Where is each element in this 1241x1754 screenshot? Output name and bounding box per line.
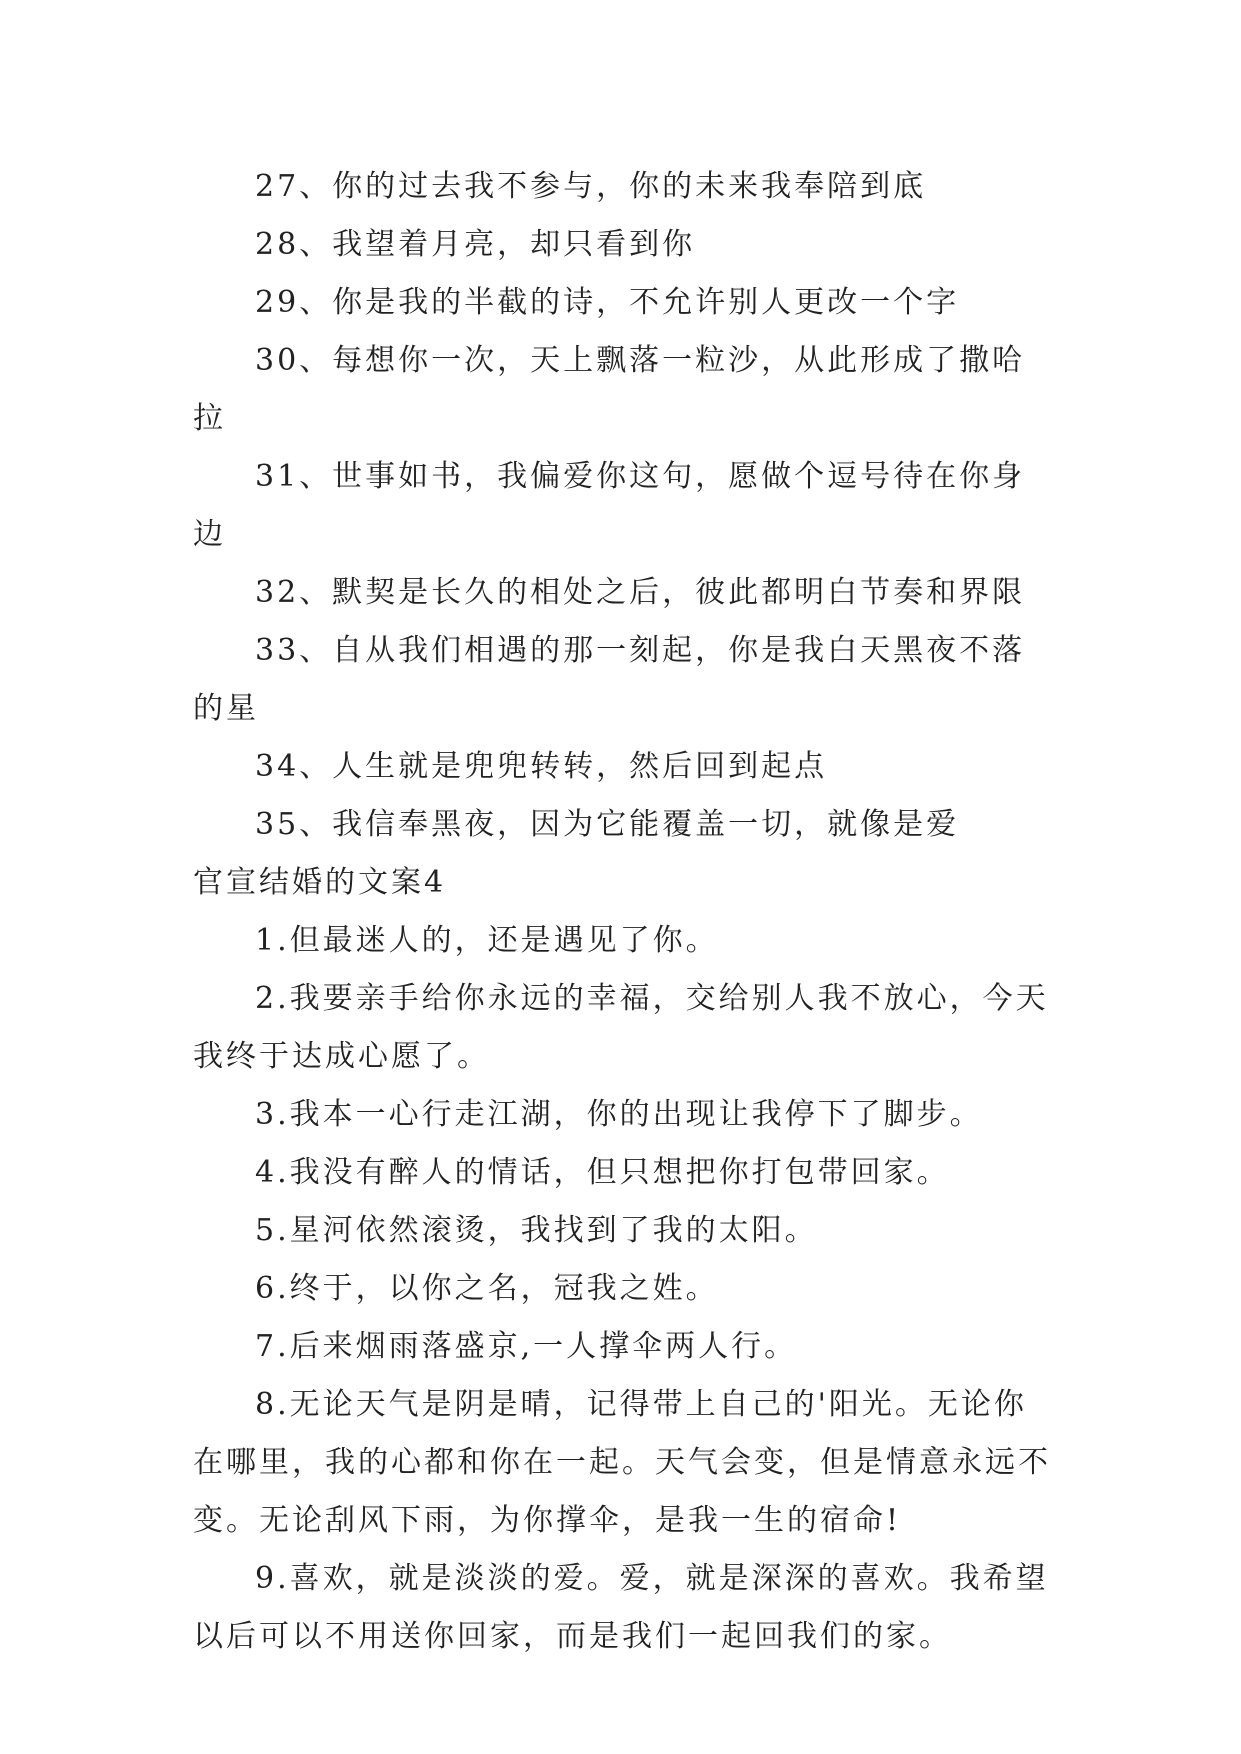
list-item-32: 32、默契是长久的相处之后，彼此都明白节奏和界限 xyxy=(255,575,1026,610)
list-item-34: 34、人生就是兜兜转转，然后回到起点 xyxy=(255,749,828,784)
document-body xyxy=(193,158,1053,1666)
list-item-30: 30、每想你一次，天上飘落一粒沙，从此形成了撒哈拉 xyxy=(193,343,1026,436)
list-item-8: 8.无论天气是阴是晴，记得带上自己的'阳光。无论你在哪里，我的心都和你在一起。天气会变，但是情意永远不变。无论刮风下雨，为你撑伞，是我一生的宿命! xyxy=(193,1387,1051,1538)
list-item-27: 27、你的过去我不参与，你的未来我奉陪到底 xyxy=(255,169,927,204)
list-item-31: 31、世事如书，我偏爱你这句，愿做个逗号待在你身边 xyxy=(193,459,1026,552)
list-item-35: 35、我信奉黑夜，因为它能覆盖一切，就像是爱 xyxy=(255,807,960,842)
list-item-1: 1.但最迷人的，还是遇见了你。 xyxy=(255,923,719,958)
section-title: 官宣结婚的文案4 xyxy=(193,865,447,900)
list-item-4: 4.我没有醉人的情话，但只想把你打包带回家。 xyxy=(255,1155,950,1190)
list-item-29: 29、你是我的半截的诗，不允许别人更改一个字 xyxy=(255,285,960,320)
list-item-33: 33、自从我们相遇的那一刻起，你是我白天黑夜不落的星 xyxy=(193,633,1026,726)
list-item-5: 5.星河依然滚烫，我找到了我的太阳。 xyxy=(255,1213,818,1248)
list-item-9: 9.喜欢，就是淡淡的爱。爱，就是深深的喜欢。我希望以后可以不用送你回家，而是我们一起回我们的家。 xyxy=(193,1561,1049,1654)
list-item-3: 3.我本一心行走江湖，你的出现让我停下了脚步。 xyxy=(255,1097,983,1132)
list-item-6: 6.终于，以你之名，冠我之姓。 xyxy=(255,1271,719,1306)
list-item-2: 2.我要亲手给你永远的幸福，交给别人我不放心，今天我终于达成心愿了。 xyxy=(193,981,1049,1074)
list-item-7: 7.后来烟雨落盛京,一人撑伞两人行。 xyxy=(255,1329,798,1364)
list-item-28: 28、我望着月亮，却只看到你 xyxy=(255,227,696,262)
